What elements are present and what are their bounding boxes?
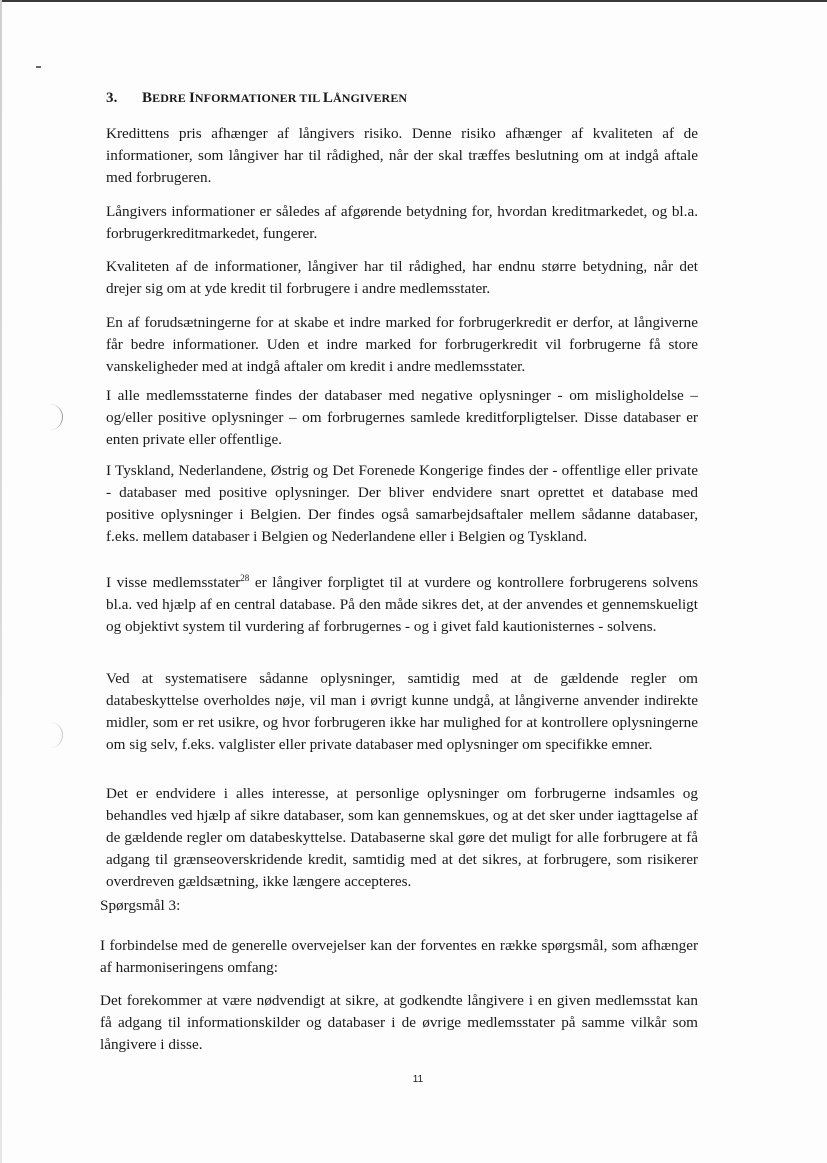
section-title-part: L — [322, 90, 333, 106]
scan-speck — [36, 66, 41, 68]
punch-hole-mark — [48, 722, 63, 748]
paragraph-solvency-check — [106, 572, 698, 638]
question-heading: Spørgsmål 3: — [100, 897, 181, 914]
paragraph-text: er långiver forpligtet til at vurdere og kontrollere forbrugerens solvens bl.a. ved hjælp af en central database. På den måde sikres det, at der anvendes et gennemskueligt og objektivt system til vurdering af forbrugernes - og i givet fald kautionisternes - solvens. — [106, 574, 699, 635]
paragraph-databases: I alle medlemsstaterne findes der databaser med negative oplysninger - om misligholdelse – og/eller positive oplysninger – om forbrugernes samlede kreditforpligtelser. Disse databaser er enten private eller offentlige. — [106, 387, 698, 448]
paragraph-secure-databases: Det er endvidere i alles interesse, at personlige oplysninger om forbrugerne indsamles og behandles ved hjælp af sikre databaser, som kan gennemskues, og at det sker under iagttagelse af de gældende regler om databeskyttelse. Databaserne skal gøre det muligt for alle forbrugere at få adgang til grænseoverskridende kredit, samtidig med at det sikres, at forbrugere, som risikerer overdreven gældsætning, ikke længere accepteres. — [106, 785, 698, 890]
paragraph-positive-databases: I Tyskland, Nederlandene, Østrig og Det Forenede Kongerige findes der - offentlige eller private - databaser med positive oplysninger. Der bliver endvidere snart oprettet et database med positive oplysninger i Belgien. Der findes også samarbejdsaftaler mellem sådanne databaser, f.eks. mellem databaser i Belgien og Nederlandene eller i Belgien og Tyskland. — [106, 462, 698, 545]
paragraph-questions-intro: I forbindelse med de generelle overvejelser kan der forventes en række spørgsmål, som afhænger af harmoniseringens omfang: — [100, 937, 698, 976]
section-number: 3. — [106, 90, 118, 106]
paragraph-internal-market: En af forudsætningerne for at skabe et indre marked for forbrugerkredit er derfor, at långiverne får bedre informationer. Uden et indre marked for forbrugerkredit vil forbrugerne få store vanskeligheder med at indgå aftaler om kredit i andre medlemsstater. — [106, 314, 698, 375]
paragraph-credit-price: Kredittens pris afhænger af långivers risiko. Denne risiko afhænger af kvaliteten af de informationer, som långiver har til rådighed, når der skal træffes beslutning om at indgå aftale med forbrugeren. — [106, 125, 698, 186]
section-title-part: I — [188, 90, 195, 106]
paragraph-lender-information: Långivers informationer er således af afgørende betydning for, hvordan kreditmarkedet, og bl.a. forbrugerkreditmarkedet, fungerer. — [106, 203, 698, 242]
paragraph-information-quality: Kvaliteten af de informationer, långiver har til rådighed, har endnu større betydning, når det drejer sig om at yde kredit til forbrugere i andre medlemsstater. — [106, 258, 698, 297]
paragraph-access-requirement: Det forekommer at være nødvendigt at sikre, at godkendte långivere i en given medlemsstat kan få adgang til informationskilder og databaser i de øvrige medlemsstater på samme vilkår som långivere i disse. — [100, 992, 698, 1053]
section-title-part: B — [142, 90, 153, 106]
punch-hole-mark — [48, 404, 63, 430]
section-title-part: EDRE — [152, 91, 189, 105]
scan-border-top — [0, 0, 827, 2]
section-title-part: ÅNGIVEREN — [332, 91, 408, 105]
section-heading — [106, 90, 407, 107]
page-number: 11 — [412, 1074, 424, 1085]
scan-border-left — [0, 0, 2, 1163]
footnote-reference: 28 — [240, 572, 250, 583]
section-title-part: NFORMATIONER TIL — [194, 91, 323, 105]
paragraph-text: I visse medlemsstater — [106, 574, 241, 591]
paragraph-systematisation: Ved at systematisere sådanne oplysninger, samtidig med at de gældende regler om databeskyttelse overholdes nøje, vil man i øvrigt kunne undgå, at långiverne anvender indirekte midler, som er ret usikre, og hvor forbrugeren ikke har mulighed for at kontrollere oplysningerne om sig selv, f.eks. valglister eller private databaser med oplysninger om specifikke emner. — [106, 670, 698, 753]
